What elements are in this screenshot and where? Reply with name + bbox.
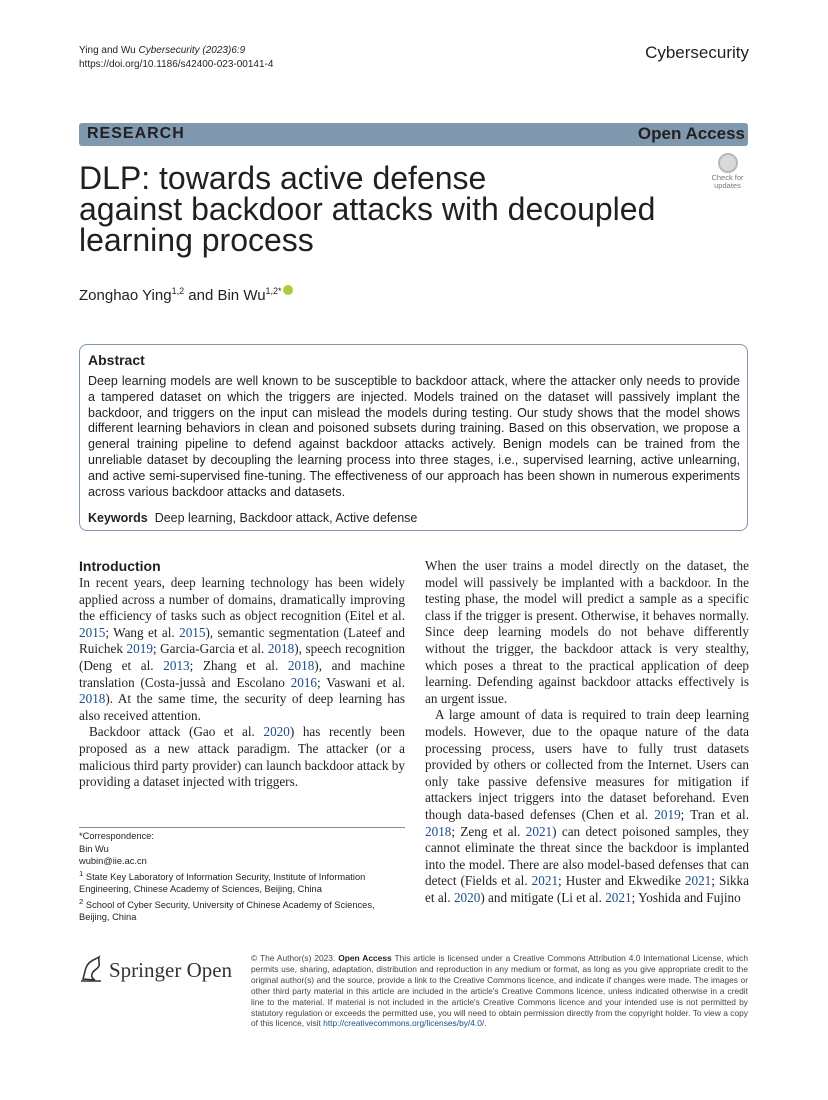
citation-link[interactable]: 2021 bbox=[684, 873, 712, 889]
author-1-affil: 1,2 bbox=[171, 286, 185, 296]
intro-paragraph-1: In recent years, deep learning technology has been widely applied across a number of domains, dramatically improving the efficiency of tasks such as object recognition (Eitel et al. 2015; Wang et al. 2015), semantic segmentation (Lateef and Ruichek 2019; Garcia-Garcia et al. 2018), speech recognition (Deng et al. 2013; Zhang et al. 2018), and machine translation (Costa-jussà and Escolano 2016; Vaswani et al. 2018). At the same time, the security of deep learning has also received attention. bbox=[79, 575, 406, 723]
author-list bbox=[79, 285, 293, 304]
citation-link[interactable]: 2019 bbox=[654, 806, 681, 822]
author-1[interactable]: Zonghao Ying bbox=[79, 287, 172, 304]
keywords bbox=[88, 511, 417, 525]
citation-link[interactable]: 2021 bbox=[525, 823, 553, 839]
citation-link[interactable]: 2016 bbox=[290, 674, 318, 690]
keywords-list: Deep learning, Backdoor attack, Active defense bbox=[154, 511, 418, 525]
intro-paragraph-4: A large amount of data is required to train deep learning models. However, due to the opaque nature of the data processing process, users have to fully trust datasets provided by others or collected from the Internet. Users can only take passive defensive measures for mitigation if attackers inject triggers into the dataset beforehand. Even though data-based defenses (Chen et al. 2019; Tran et al. 2018; Zeng et al. 2021) can detect poisoned samples, they cannot eliminate the threat since the backdoor is implanted into the model. There are also model-based defenses that can detect (Fields et al. 2021; Huster and Ekwedike 2021; Sikka et al. 2020) and mitigate (Li et al. 2021; Yoshida and Fujino bbox=[425, 707, 750, 905]
introduction-heading: Introduction bbox=[79, 558, 161, 574]
abstract-text: Deep learning models are well known to be susceptible to backdoor attack, where the attacker only needs to provide a tampered dataset on which the triggers are injected. Models trained on the dataset will passively implant the backdoor, and triggers on the input can mislead the models during testing. Our study shows that the model shows different learning behaviors in clean and poisoned subsets during training. Based on this observation, we propose a general training pipeline to defend against backdoor attacks actively. Benign models can be trained from the unreliable dataset by decoupling the learning process into three stages, i.e., supervised learning, active unlearning, and active semi-supervised fine-tuning. The effectiveness of our approach has been shown in numerous experiments across various backdoor attacks and datasets. bbox=[88, 374, 740, 499]
springer-open-logo bbox=[79, 955, 239, 985]
title-line-1: DLP: towards active defense bbox=[79, 160, 487, 196]
logo-text: Springer Open bbox=[109, 958, 233, 982]
affiliation-2: $^2$ School of Cyber Security, University of Chinese Academy of Sciences, Beijing, China bbox=[79, 896, 375, 923]
correspondence-label: *Correspondence: bbox=[79, 831, 154, 841]
intro-paragraph-3: When the user trains a model directly on the dataset, the model will passively be implanted with a backdoor. In the testing phase, the model will predict a sample as a specific class if the trigger is present. Otherwise, it behaves normally. Since deep learning models do not behave differently without the trigger, the backdoor attack is very stealthy, which poses a threat to the practical application of deep learning. Defending against backdoor attacks effectively is an urgent issue. bbox=[425, 558, 749, 706]
article-type-banner bbox=[79, 123, 748, 146]
citation-link[interactable]: 2015 bbox=[179, 624, 206, 640]
keywords-label: Keywords bbox=[88, 511, 148, 525]
journal-name: Cybersecurity bbox=[645, 43, 749, 62]
citation-link[interactable]: 2019 bbox=[126, 641, 153, 657]
citation-link[interactable]: 2018 bbox=[79, 691, 106, 707]
citation-link[interactable]: 2020 bbox=[453, 889, 481, 905]
check-for-updates-badge[interactable] bbox=[707, 153, 748, 193]
intro-paragraph-2: Backdoor attack (Gao et al. 2020) has recently been proposed as a new attack paradigm. The attacker (or a malicious third party provider) can launch backdoor attack by providing a dataset injected with triggers. bbox=[79, 724, 405, 790]
doi-link[interactable]: https://doi.org/10.1186/s42400-023-00141-4 bbox=[79, 59, 274, 70]
license-link[interactable]: http://creativecommons.org/licenses/by/4.0/ bbox=[323, 1018, 485, 1029]
affiliation-1: $^1$ State Key Laboratory of Information Security, Institute of Information Engineering, Chinese Academy of Sciences, Beijing, China bbox=[79, 868, 366, 895]
abstract-heading: Abstract bbox=[88, 352, 145, 368]
footnotes bbox=[79, 830, 405, 924]
citation-link[interactable]: 2021 bbox=[605, 889, 632, 905]
footnote-divider bbox=[79, 827, 405, 828]
title-line-3: learning process bbox=[79, 222, 314, 258]
open-access-label: Open Access bbox=[637, 124, 745, 143]
update-icon bbox=[718, 153, 738, 173]
citation-link[interactable]: 2013 bbox=[163, 657, 190, 673]
running-header bbox=[79, 44, 273, 72]
springer-horse-icon bbox=[79, 955, 105, 983]
citation-link[interactable]: 2021 bbox=[531, 873, 559, 889]
author-2[interactable]: Bin Wu bbox=[217, 287, 266, 304]
citation-link[interactable]: 2015 bbox=[79, 624, 106, 640]
article-type-label: RESEARCH bbox=[87, 125, 185, 142]
right-column bbox=[425, 558, 749, 906]
left-column bbox=[79, 575, 405, 791]
citation-authors: Ying and Wu bbox=[79, 45, 136, 56]
citation-link[interactable]: 2018 bbox=[267, 641, 295, 657]
correspondence-email[interactable]: wubin@iie.ac.cn bbox=[79, 856, 147, 866]
citation-link[interactable]: 2018 bbox=[425, 823, 452, 839]
correspondence-name: Bin Wu bbox=[79, 843, 109, 854]
citation-journal: Cybersecurity (2023)6:9 bbox=[138, 45, 246, 56]
badge-line-1: Check for bbox=[711, 173, 744, 182]
article-title bbox=[79, 160, 699, 258]
badge-line-2: updates bbox=[714, 181, 741, 190]
title-line-2: against backdoor attacks with decoupled bbox=[79, 191, 656, 227]
citation-link[interactable]: 2020 bbox=[263, 724, 290, 740]
license-notice: © The Author(s) 2023. Open Access This article is licensed under a Creative Commons Attribution 4.0 International License, which permits use, sharing, adaptation, distribution and reproduction in any medium or format, as long as you give appropriate credit to the original author(s) and the source, provide a link to the Creative Commons licence, and indicate if changes were made. The images or other third party material in this article are included in the article's Creative Commons licence, unless indicated otherwise in a credit line to the material. If material is not included in the article's Creative Commons licence and your intended use is not permitted by statutory regulation or exceeds the permitted use, you will need to obtain permission directly from the copyright holder. To view a copy of this licence, visit http://creativecommons.org/licenses/by/4.0/. bbox=[251, 953, 748, 1029]
citation-link[interactable]: 2018 bbox=[287, 657, 315, 673]
author-conjunction: and bbox=[184, 287, 218, 304]
author-2-affil: 1,2* bbox=[265, 286, 282, 296]
orcid-icon[interactable] bbox=[283, 285, 293, 295]
